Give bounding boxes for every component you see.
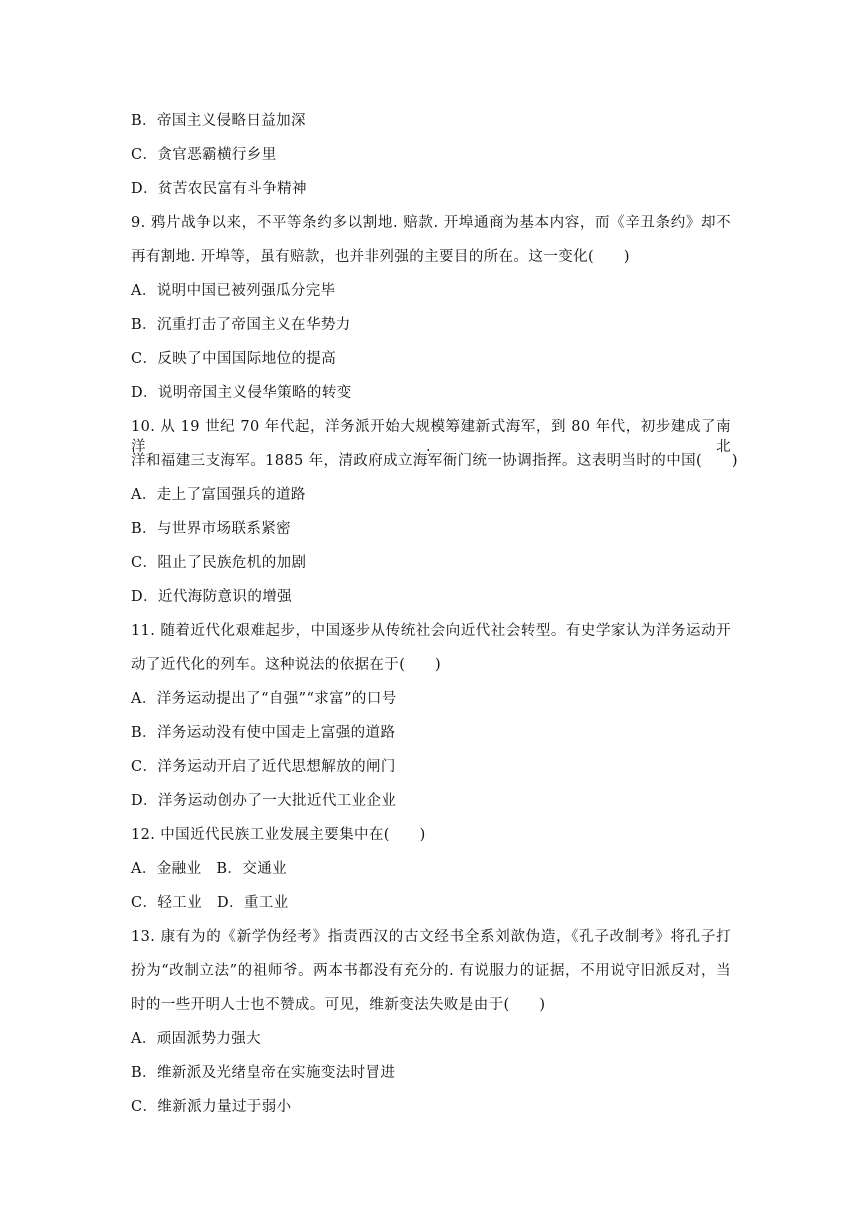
q9-option-a: A．说明中国已被列强瓜分完毕 (131, 283, 336, 299)
q10-option-b: B．与世界市场联系紧密 (131, 521, 292, 537)
q12-options-cd: C．轻工业 D．重工业 (131, 895, 289, 911)
q10-stem-line1: 10. 从 19 世纪 70 年代起，洋务派开始大规模筹建新式海军，到 80 年代，初步建成了南洋. 北 (131, 419, 731, 455)
q11-option-b: B．洋务运动没有使中国走上富强的道路 (131, 725, 396, 741)
q11-stem-line2: 动了近代化的列车。这种说法的依据在于( ) (131, 657, 442, 673)
q13-stem-line1: 13. 康有为的《新学伪经考》指责西汉的古文经书全系刘歆伪造，《孔子改制考》将孔子打 (131, 929, 731, 945)
q8-option-b: B．帝国主义侵略日益加深 (131, 113, 306, 129)
q11-option-c: C．洋务运动开启了近代思想解放的闸门 (131, 759, 396, 775)
q9-stem-line2: 再有割地. 开埠等，虽有赔款，也并非列强的主要目的所在。这一变化( ) (131, 249, 630, 265)
q12-options-ab: A．金融业 B．交通业 (131, 861, 288, 877)
q8-option-c: C．贪官恶霸横行乡里 (131, 147, 277, 163)
q13-stem-line2: 扮为“改制立法”的祖师爷。两本书都没有充分的. 有说服力的证据，不用说守旧派反对，当 (131, 963, 731, 979)
q13-option-c: C．维新派力量过于弱小 (131, 1099, 292, 1115)
q13-option-a: A．顽固派势力强大 (131, 1031, 262, 1047)
q9-option-c: C．反映了中国国际地位的提高 (131, 351, 337, 367)
q13-option-b: B．维新派及光绪皇帝在实施变法时冒进 (131, 1065, 396, 1081)
q11-option-a: A．洋务运动提出了“自强”“求富”的口号 (131, 691, 397, 707)
q10-option-c: C．阻止了民族危机的加剧 (131, 555, 307, 571)
q9-option-b: B．沉重打击了帝国主义在华势力 (131, 317, 351, 333)
q11-stem-line1: 11. 随着近代化艰难起步，中国逐步从传统社会向近代社会转型。有史学家认为洋务运动开 (131, 623, 731, 639)
q13-stem-line3: 时的一些开明人士也不赞成。可见，维新变法失败是由于( ) (131, 997, 546, 1013)
q10-option-d: D．近代海防意识的增强 (131, 589, 293, 605)
q8-option-d: D．贫苦农民富有斗争精神 (131, 181, 307, 197)
q9-stem-line1: 9. 鸦片战争以来，不平等条约多以割地. 赔款. 开埠通商为基本内容，而《辛丑条约》却不 (131, 215, 731, 231)
q11-option-d: D．洋务运动创办了一大批近代工业企业 (131, 793, 397, 809)
q10-option-a: A．走上了富国强兵的道路 (131, 487, 306, 503)
q9-option-d: D．说明帝国主义侵华策略的转变 (131, 385, 352, 401)
q12-stem: 12. 中国近代民族工业发展主要集中在( ) (131, 827, 426, 843)
q10-stem-line2: 洋和福建三支海军。1885 年，清政府成立海军衙门统一协调指挥。这表明当时的中国( ) (131, 453, 738, 469)
